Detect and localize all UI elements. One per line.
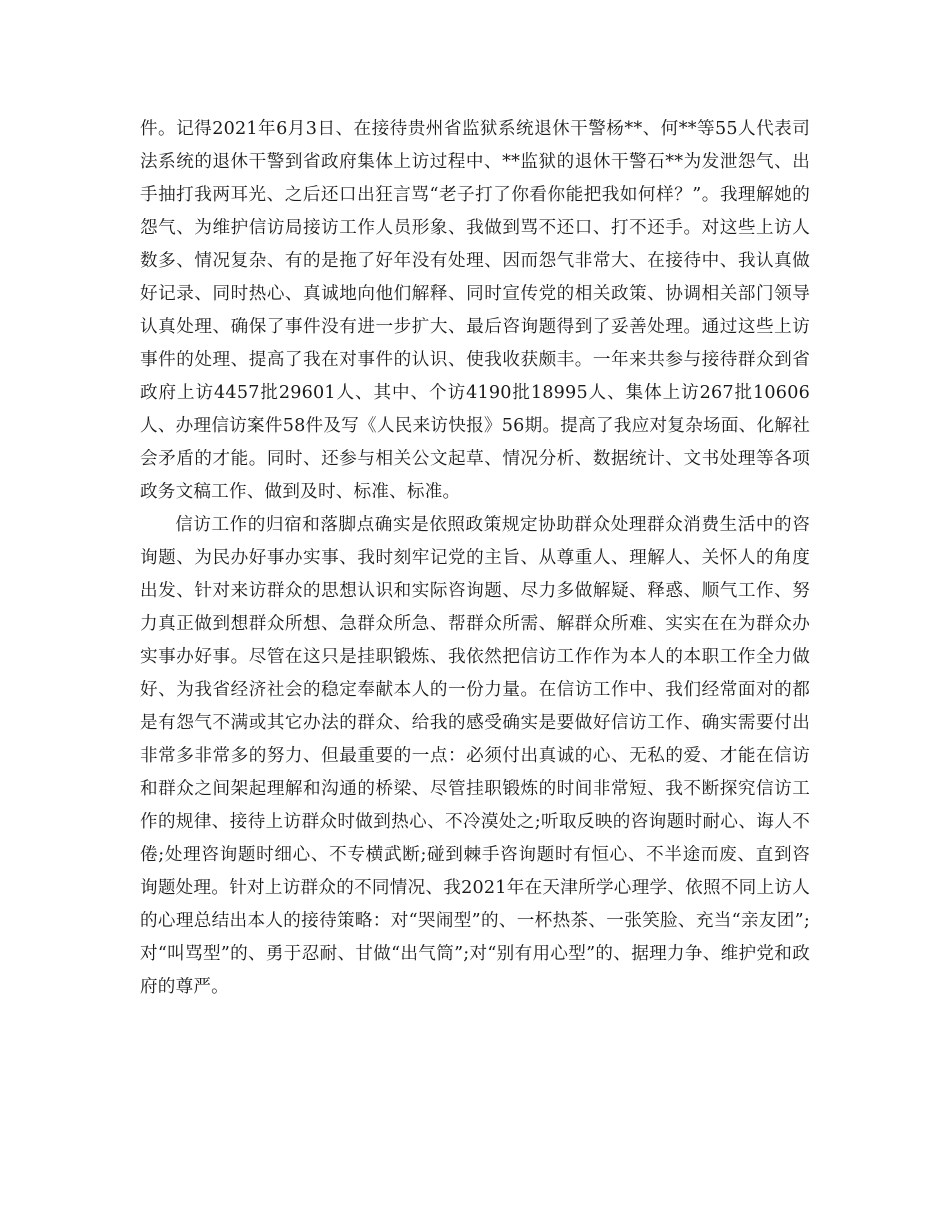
document-page [140,113,810,1004]
paragraph-2: 信访工作的归宿和落脚点确实是依照政策规定协助群众处理群众消费生活中的咨询题、为民办好事办实事、我时刻牢记党的主旨、从尊重人、理解人、关怀人的角度出发、针对来访群众的思想认识和实际咨询题、尽力多做解疑、释惑、顺气工作、努力真正做到想群众所想、急群众所急、帮群众所需、解群众所难、实实在在为群众办实事办好事。尽管在这只是挂职锻炼、我依然把信访工作作为本人的本职工作全力做好、为我省经济社会的稳定奉献本人的一份力量。在信访工作中、我们经常面对的都是有怨气不满或其它办法的群众、给我的感受确实是要做好信访工作、确实需要付出非常多非常多的努力、但最重要的一点：必须付出真诚的心、无私的爱、才能在信访和群众之间架起理解和沟通的桥梁、尽管挂职锻炼的时间非常短、我不断探究信访工作的规律、接待上访群众时做到热心、不冷漠处之;听取反映的咨询题时耐心、诲人不倦;处理咨询题时细心、不专横武断;碰到棘手咨询题时有恒心、不半途而废、直到咨询题处理。针对上访群众的不同情况、我2021年在天津所学心理学、依照不同上访人的心理总结出本人的接待策略：对“哭闹型”的、一杯热茶、一张笑脸、充当“亲友团”;对“叫骂型”的、勇于忍耐、甘做“出气筒”;对“别有用心型”的、据理力争、维护党和政府的尊严。 [140,515,810,997]
paragraph-1: 件。记得2021年6月3日、在接待贵州省监狱系统退休干警杨**、何**等55人代表司法系统的退休干警到省政府集体上访过程中、**监狱的退休干警石**为发泄怨气、出手抽打我两耳光、之后还口出狂言骂“老子打了你看你能把我如何样？”。我理解她的怨气、为维护信访局接访工作人员形象、我做到骂不还口、打不还手。对这些上访人数多、情况复杂、有的是拖了好年没有处理、因而怨气非常大、在接待中、我认真做好记录、同时热心、真诚地向他们解释、同时宣传党的相关政策、协调相关部门领导认真处理、确保了事件没有进一步扩大、最后咨询题得到了妥善处理。通过这些上访事件的处理、提高了我在对事件的认识、使我收获颇丰。一年来共参与接待群众到省政府上访4457批29601人、其中、个访4190批18995人、集体上访267批10606人、办理信访案件58件及写《人民来访快报》56期。提高了我应对复杂场面、化解社会矛盾的才能。同时、还参与相关公文起草、情况分析、数据统计、文书处理等各项政务文稿工作、做到及时、标准、标准。 [140,119,810,502]
